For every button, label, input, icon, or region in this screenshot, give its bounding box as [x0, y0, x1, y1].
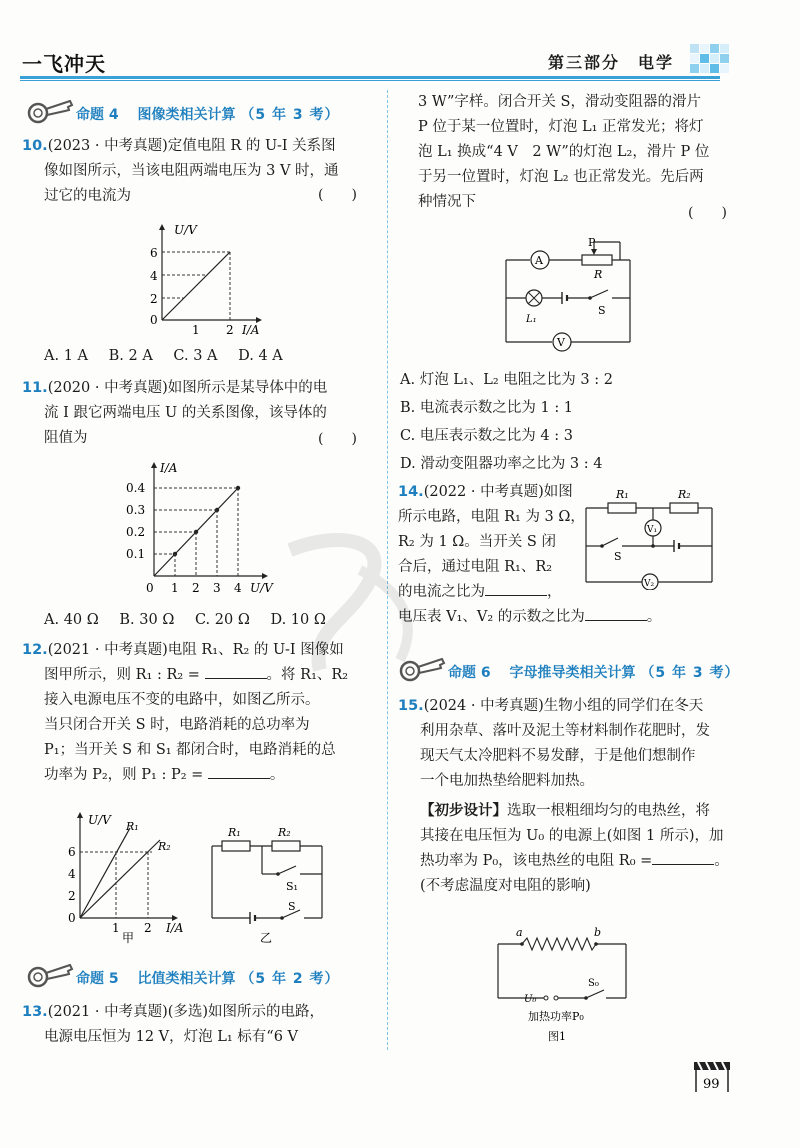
- q15-line-3: 现天气太冷肥料不易发酵，于是他们想制作: [420, 748, 696, 764]
- topic-5-title: 比值类相关计算: [137, 971, 236, 987]
- q10-options: [44, 348, 299, 364]
- key-icon: [26, 96, 76, 126]
- q14-line-6b: 。: [646, 609, 662, 625]
- q12-blank-2[interactable]: [208, 764, 270, 779]
- q10-ytick: 6: [150, 246, 158, 260]
- q10-ytick: 2: [150, 292, 158, 306]
- q15-s0: S₀: [588, 978, 599, 989]
- q13-options: [400, 366, 613, 478]
- q12-circuit-s1: S₁: [286, 880, 298, 893]
- q11-xtick: 3: [213, 581, 221, 595]
- q12-line-4: 当只闭合开关 S 时，电路消耗的总功率为: [44, 717, 310, 733]
- q11-xlabel: U/V: [250, 581, 273, 595]
- q14-circuit-v1: V₁: [647, 525, 658, 535]
- q12-r2-label: R₂: [158, 840, 171, 853]
- q15-point-a: a: [516, 926, 523, 939]
- q14-circuit-s: S: [614, 550, 622, 563]
- q12-graph-jia: [60, 808, 200, 944]
- q10-answer-paren: ( ): [318, 187, 357, 203]
- q15-design-3a: 热功率为 P₀，该电热丝的电阻 R₀ =: [420, 853, 653, 869]
- q15-number: 15.: [398, 698, 424, 714]
- q12-line-6b: 。: [269, 767, 285, 783]
- q15-line-1: (2024 · 中考真题)生物小组的同学们在冬天: [423, 698, 704, 714]
- q10-number: 10.: [22, 138, 48, 154]
- q11-ylabel: I/A: [160, 461, 178, 475]
- q12-ytick: 4: [68, 867, 76, 881]
- q13-continued: [418, 90, 709, 215]
- q15-design-1: 选取一根粗细均匀的电热丝，将: [507, 803, 710, 819]
- q15-u0: U₀: [524, 994, 537, 1005]
- q10-ytick: 4: [150, 269, 158, 283]
- q12-line-2b: 。将 R₁、R₂: [266, 667, 349, 683]
- question-12: [22, 638, 348, 788]
- q12-blank-1[interactable]: [205, 664, 267, 679]
- q12-line-6a: 功率为 P₂，则 P₁ : P₂ =: [44, 767, 204, 783]
- mosaic-decoration-icon: [690, 44, 730, 78]
- q12-ylabel: U/V: [88, 813, 111, 827]
- q13-slider-p: P: [588, 236, 596, 249]
- q11-option-a: A. 40 Ω: [44, 612, 99, 628]
- q11-xtick: 4: [234, 581, 242, 595]
- q13-r-line-2: P 位于某一位置时，灯泡 L₁ 正常发光；将灯: [418, 119, 704, 135]
- q14-line-3: R₂ 为 1 Ω。当开关 S 闭: [398, 534, 556, 550]
- q14-line-5a: 的电流之比为: [398, 584, 485, 600]
- q11-xtick: 1: [171, 581, 179, 595]
- q12-r1-label: R₁: [126, 820, 139, 833]
- question-13: [22, 1000, 324, 1050]
- q13-r-line-4: 于另一位置时，灯泡 L₂ 也正常发光。先后两: [418, 169, 704, 185]
- q11-option-b: B. 30 Ω: [119, 612, 175, 628]
- topic-6-label: 命题 6: [448, 665, 491, 681]
- q11-xtick: 2: [192, 581, 200, 595]
- q15-line-4: 一个电加热垫给肥料加热。: [420, 773, 594, 789]
- q10-option-b: B. 2 A: [108, 348, 153, 364]
- q12-ytick: 2: [68, 889, 76, 903]
- topic-6-heading: [448, 662, 739, 682]
- question-11: [22, 376, 327, 451]
- q13-r-line-3: 泡 L₁ 换成“4 V 2 W”的灯泡 L₂，滑片 P 位: [418, 144, 710, 160]
- q11-ytick: 0.3: [126, 503, 146, 517]
- question-15: [398, 694, 729, 899]
- q12-line-1: (2021 · 中考真题)电阻 R₁、R₂ 的 U-I 图像如: [47, 642, 344, 658]
- q11-option-c: C. 20 Ω: [194, 612, 250, 628]
- q12-caption-yi: 乙: [260, 931, 273, 945]
- q15-circuit-fig1: [488, 924, 638, 1048]
- q10-ylabel: U/V: [174, 223, 197, 237]
- topic-4-heading: [76, 104, 339, 124]
- q15-design-4: (不考虑温度对电阻的影响): [420, 878, 591, 894]
- q10-ytick: 0: [150, 313, 158, 327]
- q13-option-a: A. 灯泡 L₁、L₂ 电阻之比为 3 : 2: [400, 372, 613, 388]
- q15-blank-1[interactable]: [652, 850, 714, 865]
- topic-5-label: 命题 5: [76, 971, 119, 987]
- q14-line-1: (2022 · 中考真题)如图: [423, 484, 573, 500]
- q14-circuit-r2: R₂: [678, 488, 691, 501]
- q11-option-d: D. 10 Ω: [270, 612, 326, 628]
- q10-line-2: 像如图所示，当该电阻两端电压为 3 V 时，通: [44, 163, 339, 179]
- q12-xtick: 1: [112, 921, 120, 935]
- q12-xlabel: I/A: [166, 921, 184, 935]
- q14-line-2: 所示电路，电阻 R₁ 为 3 Ω，: [398, 509, 585, 525]
- q11-line-3: 阻值为: [44, 430, 88, 446]
- q13-option-c: C. 电压表示数之比为 4 : 3: [400, 428, 573, 444]
- q10-option-d: D. 4 A: [238, 348, 283, 364]
- q15-point-b: b: [594, 926, 602, 939]
- q13-circuit: [490, 232, 640, 360]
- q13-switch-s: S: [598, 304, 606, 317]
- topic-6-title: 字母推导类相关计算: [509, 665, 636, 681]
- q14-line-5b: ，: [547, 584, 562, 600]
- header-rule-thin: [20, 80, 720, 81]
- q12-line-5: P₁；当开关 S 和 S₁ 都闭合时，电路消耗的总: [44, 742, 336, 758]
- q14-circuit: [578, 486, 718, 590]
- q15-design-tag: 【初步设计】: [420, 802, 507, 819]
- q13-ammeter: A: [535, 254, 543, 267]
- topic-4-title: 图像类相关计算: [137, 107, 236, 123]
- header-rule: [20, 76, 720, 79]
- q10-option-a: A. 1 A: [44, 348, 88, 364]
- q11-graph: [116, 458, 286, 600]
- q12-line-2a: 图甲所示，则 R₁ : R₂ =: [44, 667, 200, 683]
- q10-graph: [130, 220, 270, 338]
- section-title: 第三部分 电学: [548, 53, 675, 72]
- q14-line-6a: 电压表 V₁、V₂ 的示数之比为: [398, 609, 585, 625]
- q12-circuit-yi: [200, 822, 340, 948]
- q13-rheostat-r: R: [594, 268, 603, 281]
- topic-6-freq: （5 年 3 考）: [640, 665, 740, 681]
- q12-ytick: 0: [68, 911, 76, 925]
- q10-xtick: 2: [226, 323, 234, 337]
- q12-line-3: 接入电源电压不变的电路中，如图乙所示。: [44, 692, 320, 708]
- q13-r-line-1: 3 W”字样。闭合开关 S，滑动变阻器的滑片: [418, 94, 701, 110]
- q10-xlabel: I/A: [242, 323, 260, 337]
- q15-design-2: 其接在电压恒为 U₀ 的电源上(如图 1 所示)，加: [420, 828, 724, 844]
- q12-circuit-s: S: [288, 900, 296, 913]
- page-number: 99: [703, 1077, 720, 1092]
- q14-circuit-r1: R₁: [616, 488, 629, 501]
- q14-blank-2[interactable]: [585, 606, 647, 621]
- q11-answer-paren: ( ): [318, 431, 357, 447]
- q13-line-1: (2021 · 中考真题)(多选)如图所示的电路，: [47, 1004, 325, 1020]
- q13-number: 13.: [22, 1004, 48, 1020]
- topic-4-label: 命题 4: [76, 107, 119, 123]
- q12-circuit-r1: R₁: [228, 826, 241, 839]
- q15-power-label: 加热功率P₀: [528, 1010, 584, 1023]
- q14-blank-1[interactable]: [485, 581, 547, 596]
- key-icon: [26, 960, 76, 990]
- q12-xtick: 2: [144, 921, 152, 935]
- q11-ytick: 0.1: [126, 547, 146, 561]
- q10-xtick: 1: [192, 323, 200, 337]
- q14-number: 14.: [398, 484, 424, 500]
- q15-design-3b: 。: [714, 853, 729, 869]
- q14-circuit-v2: V₂: [644, 579, 655, 589]
- topic-5-freq: （5 年 2 考）: [240, 971, 340, 987]
- page-number-badge: [692, 1060, 732, 1094]
- q11-line-1: (2020 · 中考真题)如图所示是某导体中的电: [47, 380, 328, 396]
- q11-line-2: 流 I 跟它两端电压 U 的关系图像，该导体的: [44, 405, 327, 421]
- q10-line-1: (2023 · 中考真题)定值电阻 R 的 U-I 关系图: [47, 138, 336, 154]
- topic-5-heading: [76, 968, 339, 988]
- q10-line-3: 过它的电流为: [44, 188, 131, 204]
- q13-option-d: D. 滑动变阻器功率之比为 3 : 4: [400, 456, 603, 472]
- q13-line-2: 电源电压恒为 12 V，灯泡 L₁ 标有“6 V: [44, 1029, 299, 1045]
- brand-logo: 一飞冲天: [22, 52, 106, 76]
- q15-line-2: 利用杂草、落叶及泥土等材料制作花肥时，发: [420, 723, 710, 739]
- q15-fig-caption: 图1: [548, 1030, 566, 1043]
- q11-ytick: 0.4: [126, 481, 146, 495]
- q13-voltmeter: V: [557, 336, 565, 349]
- q12-ytick: 6: [68, 845, 76, 859]
- topic-4-freq: （5 年 3 考）: [240, 107, 340, 123]
- q11-xtick: 0: [146, 581, 154, 595]
- q13-option-b: B. 电流表示数之比为 1 : 1: [400, 400, 574, 416]
- q12-number: 12.: [22, 642, 48, 658]
- key-icon: [398, 654, 448, 684]
- q12-caption-jia: 甲: [122, 931, 135, 944]
- q12-circuit-r2: R₂: [278, 826, 291, 839]
- q13-answer-paren: ( ): [688, 205, 727, 221]
- q11-options: [44, 612, 342, 628]
- q13-r-line-5: 种情况下: [418, 194, 476, 210]
- q14-line-4: 合后，通过电阻 R₁、R₂: [398, 559, 553, 575]
- question-10: [22, 134, 339, 209]
- q11-ytick: 0.2: [126, 525, 146, 539]
- q10-option-c: C. 3 A: [173, 348, 218, 364]
- q13-lamp-l1: L₁: [526, 314, 537, 325]
- q11-number: 11.: [22, 380, 48, 396]
